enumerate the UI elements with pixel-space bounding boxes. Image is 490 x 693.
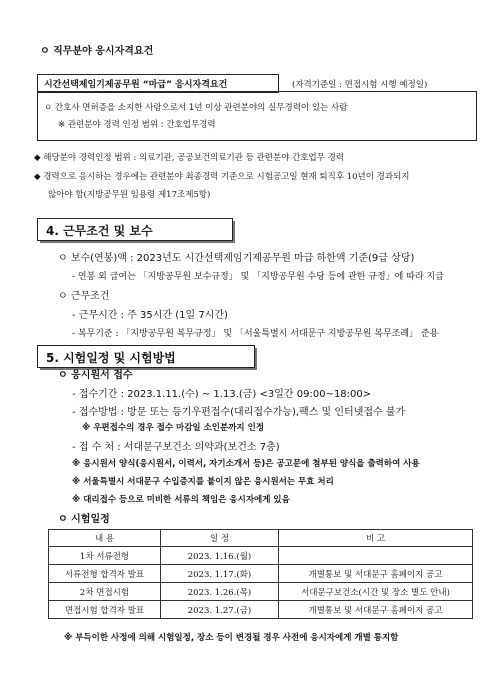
application-label: ㅇ 응시원서 접수 xyxy=(58,370,133,381)
header-content: 내 용 xyxy=(49,530,161,547)
section5-header xyxy=(37,345,255,368)
table-cell: 1차 서류전형 xyxy=(49,547,161,565)
header-date: 일 정 xyxy=(161,530,279,547)
qualification-box-title: 시간선택제임기제공무원 “마급” 응시자격요건 xyxy=(44,80,228,90)
table-row xyxy=(49,547,473,565)
table-cell: 서대문구보건소(시간 및 장소 별도 안내) xyxy=(279,583,473,601)
application-note-stamp: ※ 서울특별시 서대문구 수입증지를 붙이지 않은 응시원서는 무효 처리 xyxy=(72,477,334,487)
table-cell: 서류전형 합격자 발표 xyxy=(49,565,161,583)
table-row xyxy=(49,601,473,619)
service-rules: - 복무기준 : 「지방공무원 복무규정」 및 「서울특별시 서대문구 지방공무원 복무조례」 준용 xyxy=(72,329,439,339)
qualification-heading: ㅇ 직무분야 응시자격요건 xyxy=(40,46,154,57)
application-note-proxy: ※ 대리접수 등으로 미비한 서류의 책임은 응시자에게 있음 xyxy=(72,495,290,505)
experience-limit-note: ◆ 경력으로 응시하는 경우에는 관련분야 최종경력 기준으로 시험공고일 현재 퇴직후 10년이 경과되지 xyxy=(34,172,410,182)
schedule-label: ㅇ 시험일정 xyxy=(58,514,110,525)
table-cell: 개별통보 및 서대문구 홈페이지 공고 xyxy=(279,565,473,583)
requirement-note: ※ 관련분야 경력 인정 범위 : 간호업무경력 xyxy=(58,120,216,130)
header-remarks: 비 고 xyxy=(279,530,473,547)
qualification-requirements-box xyxy=(37,91,477,141)
pay-label: ㅇ 보수(연봉)액 : 2023년도 시간선택제임기제공무원 마급 하한액 기준(9급 상당) xyxy=(58,253,415,264)
schedule-header-row xyxy=(49,530,473,547)
table-row xyxy=(49,583,473,601)
table-cell xyxy=(279,547,473,565)
experience-limit-note-cont: 않아야 함(지방공무원 임용령 제17조제5항) xyxy=(48,190,211,200)
working-hours: - 근무시간 : 주 35시간 (1일 7시간) xyxy=(72,310,228,321)
application-note-form: ※ 응시원서 양식(응시원서, 이력서, 자기소개서 등)은 공고문에 첨부된 양식을 출력하여 사용 xyxy=(72,459,420,469)
table-row xyxy=(49,565,473,583)
qualification-date-note: (자격기준일 : 면접시험 시행 예정일) xyxy=(292,80,428,90)
schedule-table xyxy=(48,529,473,619)
application-method-note: ※ 우편접수의 경우 접수 마감일 소인분까지 인정 xyxy=(82,423,265,433)
table-cell: 면접시험 합격자 발표 xyxy=(49,601,161,619)
schedule-footer-note: ※ 부득이한 사정에 의해 시험일정, 장소 등이 변경될 경우 사전에 응시자에게 개별 통지함 xyxy=(64,633,399,643)
section5-title: 5. 시험일정 및 시험방법 xyxy=(46,351,176,365)
section4-header xyxy=(37,218,233,241)
table-cell: 2023. 1.26.(목) xyxy=(161,583,279,601)
requirement-text: ㅇ 간호사 면허증을 소지한 사람으로서 1년 이상 관련분야의 실무경력이 있는 사람 xyxy=(44,103,348,113)
section4-title: 4. 근무조건 및 보수 xyxy=(46,224,153,238)
application-period: - 접수기간 : 2023.1.11.(수) ~ 1.13.(금) <3일간 09:00~18:00> xyxy=(72,389,372,400)
table-cell: 2023. 1.17.(화) xyxy=(161,565,279,583)
table-cell: 2023. 1.27.(금) xyxy=(161,601,279,619)
application-method: - 접수방법 : 방문 또는 등기우편접수(대리접수가능),팩스 및 인터넷접수 불가 xyxy=(72,407,406,418)
pay-detail: - 연봉 외 급여는 「지방공무원 보수규정」 및 「지방공무원 수당 등에 관한 규정」에 따라 지급 xyxy=(72,272,444,282)
table-cell: 2023. 1.16.(월) xyxy=(161,547,279,565)
table-cell: 개별통보 및 서대문구 홈페이지 공고 xyxy=(279,601,473,619)
application-place: - 접 수 처 : 서대문구보건소 의약과(보건소 7층) xyxy=(72,442,280,453)
table-cell: 2차 면접시험 xyxy=(49,583,161,601)
conditions-label: ㅇ 근무조건 xyxy=(58,291,110,302)
experience-scope-note: ◆ 해당분야 경력인정 범위 : 의료기관, 공공보건의료기관 등 관련분야 간호업무 경력 xyxy=(34,153,345,163)
